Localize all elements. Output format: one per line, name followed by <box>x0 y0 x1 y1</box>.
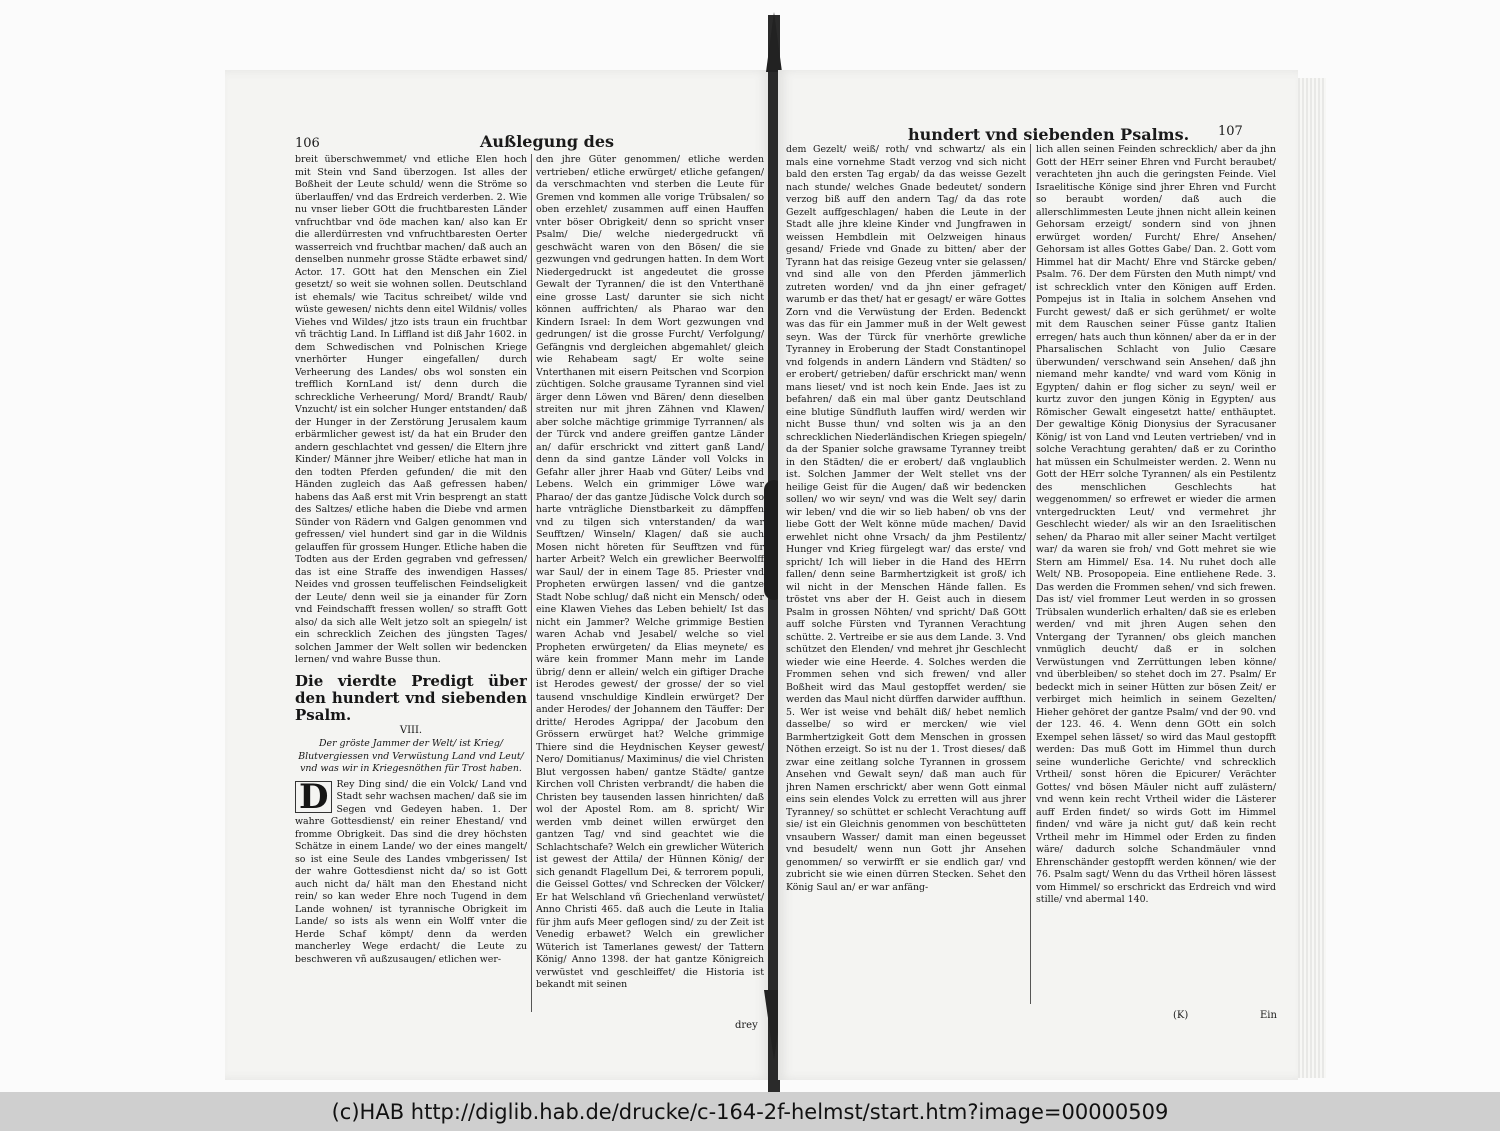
right-col1-text: dem Gezelt/ weiß/ roth/ vnd schwartz/ als ein mals eine vornehme Stadt verzog vnd sich nicht bald den ersten Tag ergab/ da das weisse Gezelt nach stunde/ welches Gnade bedeutet/ sondern verzog biß auff den andern Tag/ da das rote Gezelt auffgeschlagen/ haben die Leute in der Stadt alle jhre kleine Kinder vnd Jungfrawen in weissen Hembdlein mit Oelzweigen hinaus gesand/ Friede vnd Gnade zu bitten/ aber der Tyrann hat das reisige Gezeug vnter sie gelassen/ vnd sind alle von den Pferden jämmerlich zutreten worden/ vnd da jhn einer gefraget/ warumb er das thet/ hat er gesagt/ er wäre Gottes Zorn vnd die Verwüstung der Erden. Bedenckt was das für ein Jammer muß in der Welt gewest seyn. Was der Türck für vnerhörte grewliche Tyranney in Eroberung der Stadt Constantinopel vnd folgends in andern Ländern vnd Städten/ so er erobert/ getrieben/ dafür erschrickt man/ wenn mans lieset/ vnd ist noch kein Ende. Jaes ist zu befahren/ daß ein mal über gantz Deutschland eine blutige Sündfluth lauffen wird/ werden wir nicht Busse thun/ vnd solten wis ja an den schrecklichen Niederländischen Kriegen spiegeln/ da der Spanier solche grawsame Tyranney treibt in den Städten/ die er erobert/ daß vnglaublich ist. Solchen Jammer der Welt stellet vns der heilige Geist für die Augen/ daß wir bedencken sollen/ wo wir seyn/ vnd was die Welt sey/ darin wir leben/ vnd die wir so lieb haben/ ob vns der liebe Gott der Welt könne müde machen/ David erwehlet nicht ohne Vrsach/ da jhm Pestilentz/ Hunger vnd Krieg fürgelegt war/ das erste/ vnd spricht/ Ich will lieber in die Hand des HErrn fallen/ denn seine Barmhertzigkeit ist groß/ ich wil nicht in der Menschen Hände fallen. Es tröstet vns aber der H. Geist auch in diesem Psalm in grossen Nöhten/ vnd spricht/ Daß GOtt auff solche Fürsten vnd Tyrannen Verachtung schütte. 2. Vertreibe er sie aus dem Lande. 3. Vnd schützet den Elenden/ vnd mehret jhr Geschlecht wieder wie eine Heerde. 4. Solches werden die Frommen sehen vnd sich frewen/ vnd aller Boßheit wird das Maul gestopffet werden/ sie werden das Maul nicht dürffen darwider auffthun. 5. Wer ist weise vnd behält diß/ hebet nemlich dasselbe/ so wird er mercken/ wie viel Barmhertzigkeit Gott dem Menschen in grossen Nöthen erzeigt. So ist nu der 1. Trost dieses/ daß zwar eine zeitlang solche Tyrannen in grossem Ansehen vnd Gewalt seyn/ daß man auch für jhren Namen erschrickt/ aber wenn Gott einmal eins sein elendes Volck zu erretten will aus jhrer Tyranney/ so schüttet er schlecht Verachtung auff sie/ ist ein Gleichnis genommen von beschütteten vnsaubern Wasser/ damit man einen begeusset vnd besudelt/ wenn nun Gott jhr Ansehen genommen/ so verwirfft er sie endlich gar/ vnd zubricht sie wie einen dürren Stecken. Sehet den König Saul an/ er war anfäng- <box>786 144 1026 893</box>
right-column-2 <box>1036 144 1276 1004</box>
section-heading: Der gröste Jammer der Welt/ ist Krieg/ Blutvergiessen vnd Verwüstung Land vnd Leut/ vnd was wir in Kriegesnöthen für Trost haben. <box>298 738 524 774</box>
section-title: Die vierdte Predigt über den hundert vnd siebenden Psalm. <box>295 671 527 724</box>
left-column-2 <box>536 154 764 1012</box>
dropcap-letter: D <box>295 781 332 813</box>
right-column-1 <box>786 144 1026 1004</box>
right-col2-text: lich allen seinen Feinden schrecklich/ aber da jhn Gott der HErr seiner Ehren vnd Furcht beraubet/ verachteten jhn auch die geringsten Feinde. Viel Israelitische Könige sind jhrer Ehren vnd Furcht so beraubt worden/ daß auch die allerschlimmesten Leute jhnen nicht allein keinen Gehorsam erzeigt/ sondern sind von jhnen erwürget worden/ Furcht/ Ehre/ Ansehen/ Gehorsam ist alles Gottes Gabe/ Dan. 2. Gott vom Himmel hat dir Macht/ Ehre vnd Stärcke geben/ Psalm. 76. Der dem Fürsten den Muth nimpt/ vnd ist schrecklich vnter den Königen auff Erden. Pompejus ist in Italia in solchem Ansehen vnd Furcht gewest/ daß er sich gerühmet/ er wolte mit dem Rauschen seiner Füsse gantz Italien erregen/ hats auch thun können/ aber da er in der Pharsalischen Schlacht von Julio Cæsare überwunden/ verschwand sein Ansehen/ daß jhn niemand mehr kandte/ vnd ward vom König in Egypten/ dahin er flog sicher zu seyn/ weil er kurtz zuvor den jungen König in Egypten/ aus Römischer Gewalt eingesetzt hatte/ enthäuptet. Der gewaltige König Dionysius der Syracusaner König/ ist von Land vnd Leuten vertrieben/ vnd in solche Verachtung gerahten/ daß er zu Corintho hat müssen ein Schulmeister werden. 2. Wenn nu Gott der HErr solche Tyrannen/ als ein Pestilentz des menschlichen Geschlechts hat weggenommen/ so erfrewet er wieder die armen vntergedruckten Leut/ vnd vermehret jhr Geschlecht wieder/ als wir an den Israelitischen sehen/ da Pharao mit aller seiner Macht vertilget war/ da waren sie froh/ vnd Gott mehret sie wie Stern am Himmel/ Esa. 14. Nu ruhet doch alle Welt/ NB. Prosopopeia. Eine entliehene Rede. 3. Das werden die Frommen sehen/ vnd sich frewen. Das ist/ viel frommer Leut werden in so grossen Trübsalen wunderlich erhalten/ daß sie es erleben werden/ vnd mit jhren Augen sehen den Vntergang der Tyrannen/ obs gleich manchen vnmüglich deucht/ daß er in solchen Verwüstungen vnd Zerrüttungen leben könne/ vnd überbleiben/ so stehet doch im 27. Psalm/ Er bedeckt mich in seiner Hütten zur bösen Zeit/ er verbirget mich heimlich in seinem Gezelten/ Hieher gehöret der gantze Psalm/ vnd der 90. vnd der 123. 46. 4. Wenn denn GOtt ein solch Exempel sehen lässet/ so wird das Maul gestopfft werden: Das muß Gott im Himmel thun durch seine wunderliche Gerichte/ vnd schrecklich Vrtheil/ sonst hören die Epicurer/ Verächter Gottes/ vnd bösen Mäuler nicht auff zulästern/ vnd wenn kein recht Vrtheil wider die Lästerer auff Erden findet/ so wirds Gott im Himmel finden/ vnd wäre ja nicht gut/ daß kein recht Vrtheil mehr im Himmel oder Erden zu finden wäre/ dadurch solche Schandmäuler vnnd Ehrenschänder gestopfft werden können/ wie der 76. Psalm sagt/ Wenn du das Vrtheil hören lässest vom Himmel/ so erschrickt das Erdreich vnd wird stille/ vnd abermal 140. <box>1036 144 1276 905</box>
left-col2-text: den jhre Güter genommen/ etliche werden vertrieben/ etliche erwürget/ etliche gefangen/ da verschmachten vnd sterben die Leute für Gremen vnd kommen alle vorige Trübsalen/ so oben erzehlet/ zusammen auff einen Hauffen vnter böser Obrigkeit/ denn so spricht vnser Psalm/ Die/ welche niedergedruckt vñ geschwächt waren von den Bösen/ die sie gezwungen vnd gedrungen hatten. In dem Wort Niedergedruckt ist angedeutet die grosse Gewalt der Tyrannen/ die ist den Vnterthanë eine grosse Last/ darunter sie sich nicht können auffrichten/ als Pharao war den Kindern Israel: In dem Wort gezwungen vnd gedrungen/ ist die grosse Furcht/ Verfolgung/ Gefängnis vnd dergleichen abgemahlet/ gleich wie Rehabeam sagt/ Er wolte seine Vnterthanen mit eisern Peitschen vnd Scorpion züchtigen. Solche grausame Tyrannen sind viel ärger denn Löwen vnd Bären/ denn dieselben streiten nur mit jhren Zähnen vnd Klawen/ aber solche mächtige grimmige Tyrrannen/ als der Türck vnd andere greiffen gantze Länder an/ dafür erschrickt vnd zittert ganß Land/ denn da sind gantze Länder voll Volcks in Gefahr aller jhrer Haab vnd Güter/ Leibs vnd Lebens. Welch ein grimmiger Löwe war Pharao/ der das gantze Jüdische Volck durch so harte vnträgliche Dienstbarkeit zu dämpffen vnd zu tilgen sich vnterstanden/ da war Seufftzen/ Winseln/ Klagen/ daß sie auch Mosen nicht höreten für Seufftzen vnd für harter Arbeit? Welch ein grewlicher Beerwolff war Saul/ der in einem Tage 85. Priester vnd Propheten erwürgen lassen/ vnd die gantze Stadt Nobe schlug/ daß nicht ein Mensch/ oder eine Klawen Viehes das Leben behielt/ Ist das nicht ein Jammer? Welche grimmige Bestien waren Achab vnd Jesabel/ welche so viel Propheten erwürgeten/ da Elias meynete/ es wäre kein frommer Mann mehr im Lande übrig/ denn er allein/ welch ein giftiger Drache ist Herodes gewest/ der grosse/ der so viel tausend vnschuldige Kindlein erwürget? Der ander Herodes/ der Johannem den Täuffer: Der dritte/ Herodes Agrippa/ der Jacobum den Grössern erwürget hat? Welche grimmige Thiere sind die Heydnischen Keyser gewest/ Nero/ Domitianus/ Maximinus/ die viel Christen Blut vergossen haben/ gantze Städte/ gantze Kirchen voll Christen verbrandt/ die haben die Christen bey tausenden lassen hinrichten/ daß wol der Apostel Rom. am 8. spricht/ Wir werden vmb deinet willen erwürget den gantzen Tag/ vnd sind geachtet wie die Schlachtschafe? Welch ein grewlicher Wüterich ist gewest der Attila/ der Hünnen König/ der sich genandt Flagellum Dei, & terrorem populi, die Geissel Gottes/ vnd Schrecken der Völcker/ Er hat Welschland vñ Griechenland verwüstet/ Anno Christi 465. daß auch die Leute in Italia für jhm aufs Meer geflogen sind/ zu der Zeit ist Venedig erbawet? Welch ein grewlicher Wüterich ist Tamerlanes gewest/ der Tattern König/ Anno 1398. der hat gantze Königreich verwüstet vnd geschleiffet/ die Historia ist bekandt mit seinen <box>536 154 764 990</box>
right-page-number: 107 <box>1218 124 1243 139</box>
section-number: VIII. <box>399 724 423 736</box>
left-col1-after: Rey Ding sind/ die ein Volck/ Land vnd Stadt sehr wachsen machen/ daß sie im Segen vnd Gedeyen haben. 1. Der wahre Gottesdienst/ ein reiner Ehestand/ vnd fromme Obrigkeit. Das sind die drey höchsten Schätze in einem Lande/ wo der eines mangelt/ so ist eine Seule des Landes vmbgerissen/ Ist der wahre Gottesdienst nicht da/ so ist Gott auch nicht da/ hält man den Ehestand nicht rein/ so kan weder Ehre noch Tugend in dem Lande wohnen/ ist tyrannische Obrigkeit im Lande/ so ists als wenn ein Wolff vnter die Herde Schaf kömpt/ denn da werden mancherley Wege erdacht/ die Leute zu beschweren vñ außzusaugen/ etlichen wer- <box>295 778 527 965</box>
right-running-head: hundert vnd siebenden Psalms. <box>908 125 1190 144</box>
gutter-top-shadow <box>766 12 782 72</box>
right-page <box>778 70 1298 1080</box>
footer-text: (c)HAB http://diglib.hab.de/drucke/c-164-2f-helmst/start.htm?image=00000509 <box>331 1099 1169 1124</box>
column-rule-left <box>531 154 532 1012</box>
left-catchword: drey <box>735 1020 758 1031</box>
page-edge-stack <box>1298 78 1326 1078</box>
left-page <box>225 70 770 1080</box>
signature-mark: (K) <box>1173 1010 1189 1021</box>
left-running-head: Außlegung des <box>480 132 615 151</box>
copyright-footer <box>0 1092 1500 1131</box>
left-page-number: 106 <box>295 136 320 151</box>
column-rule-right <box>1030 144 1031 1004</box>
right-catchword: Ein <box>1260 1010 1277 1021</box>
left-col1-text: breit überschwemmet/ vnd etliche Elen hoch mit Stein vnd Sand überzogen. Ist alles der Boßheit der Leute schuld/ wenn die Ströme so überlauffen/ vnd das Erdreich verderben. 2. Wie nu vnser lieber GOtt die fruchtbaresten Länder vnfruchtbar vnd öde machen kan/ also kan Er die allerdürresten vnd vnfruchtbaresten Oerter wasserreich vnd fruchtbar machen/ daß auch an denselben nunmehr grosse Städte erbawet sind/ Actor. 17. GOtt hat den Menschen ein Ziel gesetzt/ so weit sie wohnen sollen. Deutschland ist ehemals/ wie Tacitus schreibet/ wilde vnd wüste gewesen/ nichts denn eitel Wildnis/ volles Viehes vnd Wildes/ jtzo ists traun ein fruchtbar vñ trächtig Land. In Liffland ist diß Jahr 1602. in dem Schwedischen vnd Polnischen Kriege vnerhörter Hunger eingefallen/ durch Verheerung des Landes/ obs wol sonsten ein trefflich KornLand ist/ denn durch die schreckliche Verheerung/ Mord/ Brandt/ Raub/ Vnzucht/ ist ein solcher Hunger entstanden/ daß der Hunger in der Zerstörung Jerusalem kaum erbärmlicher gewest ist/ da hat ein Bruder den andern geschlachtet vnd gessen/ die Eltern jhre Kinder/ Männer jhre Weiber/ etliche hat man in den todten Pferden gefunden/ die mit den Händen zugleich das Aaß gefressen haben/ habens das Aaß erst mit Vrin besprengt an statt des Saltzes/ etliche haben die Diebe vnd armen Sünder von Rädern vnd Galgen genommen vnd gefressen/ viel hundert sind gar in die Wildnis gelauffen für grossem Hunger. Etliche haben die Todten aus der Erden gegraben vnd gefressen/ das ist eine Straffe des inwendigen Hasses/ Neides vnd grossen teuffelischen Feindseligkeit der Leute/ denn weil sie ja einander für Zorn vnd Feindschafft fressen wollen/ so strafft Gott also/ da sich alle Welt jetzo solt an spiegeln/ ist ein schrecklich Zeichen des jüngsten Tages/ solchen Jammer der Welt sollen wir bedencken lernen/ vnd wahre Busse thun. <box>295 154 527 665</box>
left-column-1 <box>295 154 527 1012</box>
